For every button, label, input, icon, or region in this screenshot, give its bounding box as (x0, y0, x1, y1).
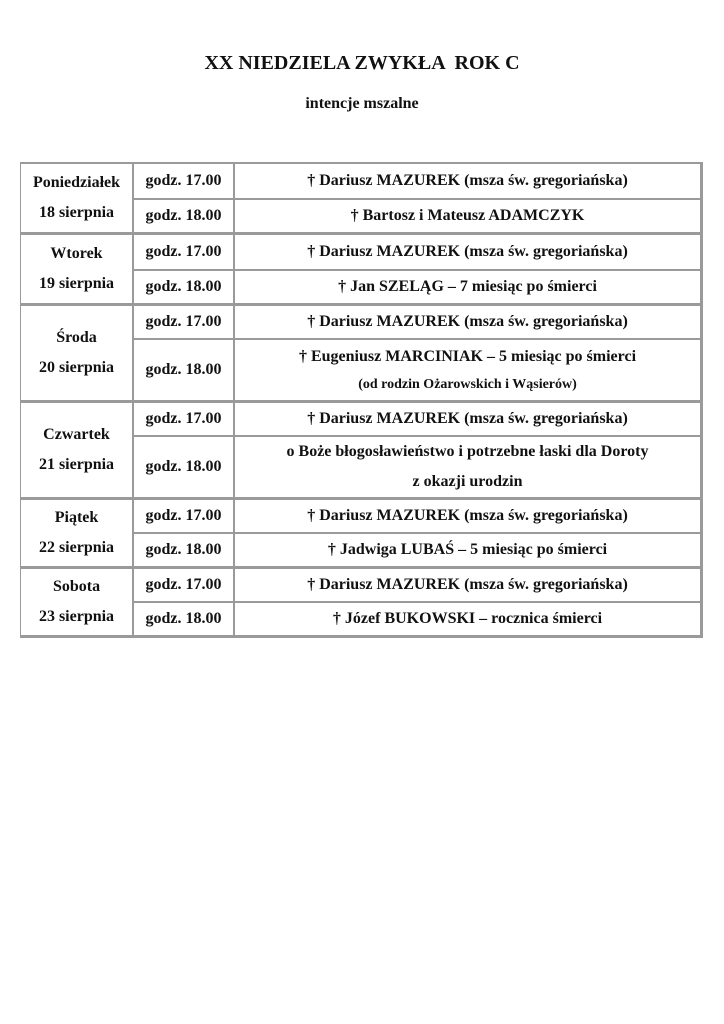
mass-intention: † Jan SZELĄG – 7 miesiąc po śmierci (235, 269, 700, 303)
mass-intention: o Boże błogosławieństwo i potrzebne łaski dla Doroty (286, 443, 649, 460)
mass-time: godz. 17.00 (134, 566, 235, 601)
mass-intention: † Dariusz MAZUREK (msza św. gregoriańska) (235, 400, 700, 435)
day-name: Piątek (54, 509, 99, 526)
mass-time: godz. 17.00 (134, 232, 235, 269)
table-row (21, 163, 700, 198)
day-name: Wtorek (50, 245, 103, 262)
table-row (21, 566, 700, 601)
day-name: Środa (56, 329, 97, 346)
day-cell (21, 303, 134, 400)
day-cell (21, 566, 134, 635)
page-title: XX NIEDZIELA ZWYKŁA ROK C (204, 52, 520, 74)
table-row (21, 232, 700, 269)
page-subtitle: intencje mszalne (305, 95, 419, 112)
mass-intention: † Dariusz MAZUREK (msza św. gregoriańska) (235, 163, 700, 198)
mass-time: godz. 18.00 (134, 198, 235, 232)
mass-intention: † Dariusz MAZUREK (msza św. gregoriańska) (235, 303, 700, 338)
mass-intention: † Bartosz i Mateusz ADAMCZYK (235, 198, 700, 232)
day-date: 20 sierpnia (38, 359, 115, 376)
day-date: 23 sierpnia (38, 608, 115, 625)
mass-time: godz. 17.00 (134, 163, 235, 198)
day-cell (21, 232, 134, 303)
mass-intention-cell (235, 435, 700, 497)
day-date: 22 sierpnia (38, 539, 115, 556)
mass-intention: † Dariusz MAZUREK (msza św. gregoriańska) (235, 232, 700, 269)
table-row (21, 497, 700, 532)
day-cell (21, 163, 134, 232)
mass-intention-note: (od rodzin Ożarowskich i Wąsierów) (358, 377, 577, 392)
mass-time: godz. 18.00 (134, 338, 235, 400)
mass-intention: † Eugeniusz MARCINIAK – 5 miesiąc po śmierci (298, 348, 637, 365)
mass-time: godz. 18.00 (134, 532, 235, 566)
day-date: 18 sierpnia (38, 204, 115, 221)
day-date: 21 sierpnia (38, 456, 115, 473)
mass-intention-cell (235, 338, 700, 400)
table-row (21, 303, 700, 338)
day-name: Poniedziałek (32, 174, 121, 191)
day-cell (21, 497, 134, 566)
mass-intention: † Jadwiga LUBAŚ – 5 miesiąc po śmierci (235, 532, 700, 566)
day-date: 19 sierpnia (38, 275, 115, 292)
mass-intention-line2: z okazji urodzin (412, 473, 523, 490)
mass-intention: † Dariusz MAZUREK (msza św. gregoriańska) (235, 566, 700, 601)
mass-intention: † Józef BUKOWSKI – rocznica śmierci (235, 601, 700, 635)
mass-time: godz. 18.00 (134, 435, 235, 497)
table-row (21, 400, 700, 435)
mass-time: godz. 18.00 (134, 269, 235, 303)
mass-intentions-table (20, 162, 703, 638)
mass-intention: † Dariusz MAZUREK (msza św. gregoriańska) (235, 497, 700, 532)
mass-time: godz. 17.00 (134, 497, 235, 532)
mass-time: godz. 17.00 (134, 303, 235, 338)
mass-time: godz. 18.00 (134, 601, 235, 635)
day-cell (21, 400, 134, 497)
mass-time: godz. 17.00 (134, 400, 235, 435)
day-name: Sobota (52, 578, 101, 595)
day-name: Czwartek (43, 426, 110, 443)
